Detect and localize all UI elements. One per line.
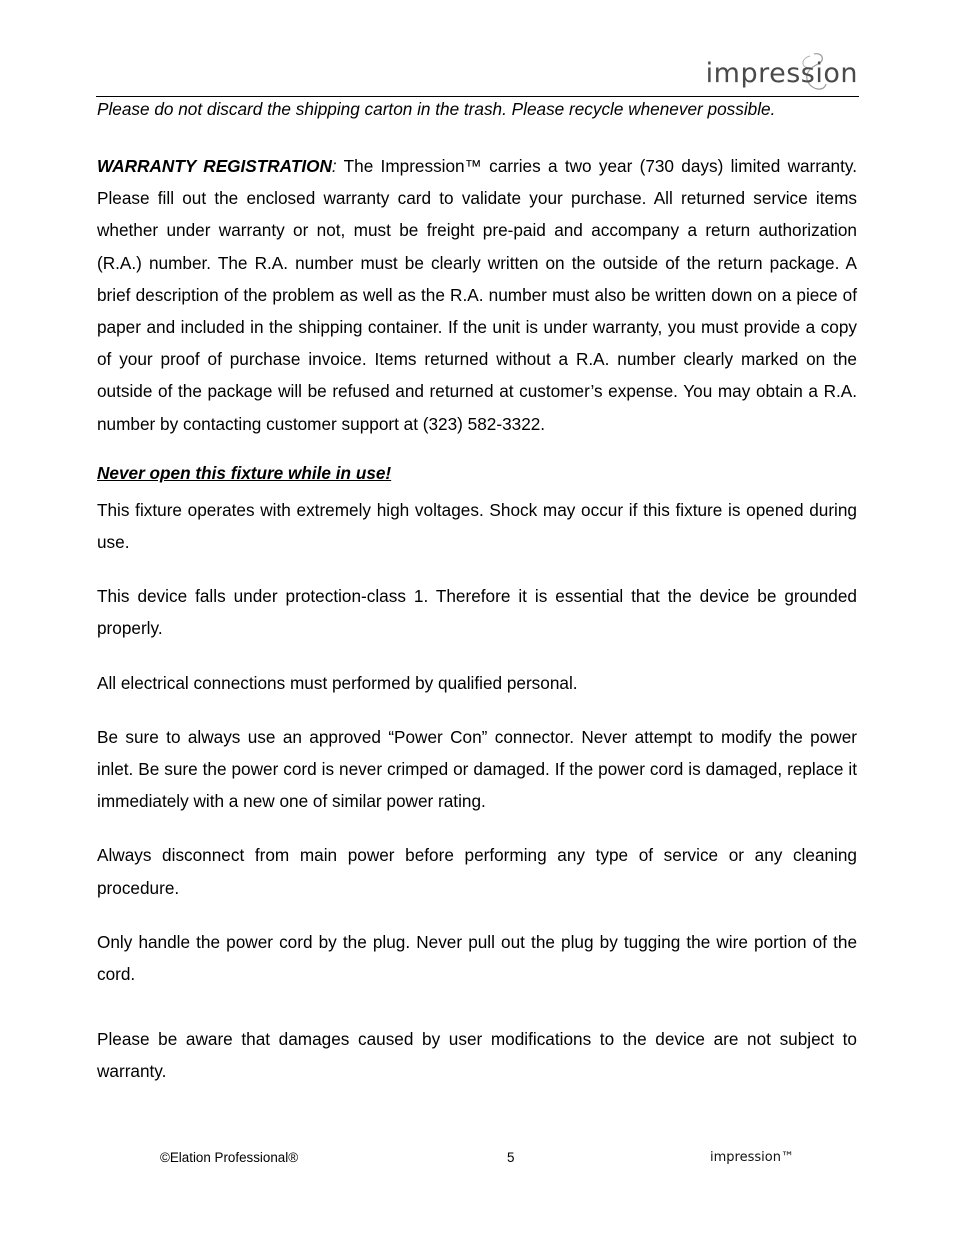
header-divider	[96, 96, 859, 97]
logo-wordmark: impression	[705, 58, 858, 89]
safety-paragraph: All electrical connections must performed by qualified personal.	[97, 672, 578, 693]
warranty-label: WARRANTY REGISTRATION	[97, 156, 332, 176]
footer-product-name: impression™	[710, 1150, 794, 1165]
body-content	[97, 98, 857, 1088]
recycle-note: Please do not discard the shipping carton in the trash. Please recycle whenever possible.	[97, 99, 776, 119]
safety-paragraph: This device falls under protection-class 1. Therefore it is essential that the device be grounded properly.	[97, 586, 857, 639]
safety-paragraph: Always disconnect from main power before performing any type of service or any cleaning procedure.	[97, 845, 857, 898]
footer-copyright: ©Elation Professional®	[160, 1150, 299, 1165]
safety-paragraph: Only handle the power cord by the plug. Never pull out the plug by tugging the wire portion of the cord.	[97, 931, 857, 985]
safety-paragraph: Please be aware that damages caused by user modifications to the device are not subject to warranty.	[97, 1029, 857, 1082]
warranty-paragraph	[97, 150, 857, 440]
warranty-colon: :	[331, 156, 337, 176]
safety-paragraph: This fixture operates with extremely high voltages. Shock may occur if this fixture is opened during use.	[97, 499, 857, 553]
impression-logo	[693, 50, 858, 98]
safety-paragraph: Be sure to always use an approved “Power Con” connector. Never attempt to modify the power inlet. Be sure the power cord is never crimped or damaged. If the power cord is damaged, replace it immediately with a new one of similar power rating.	[97, 726, 857, 812]
warranty-text: The Impression™ carries a two year (730 days) limited warranty. Please fill out the enclosed warranty card to validate your purchase. All returned service items whether under warranty or not, must be freight pre-paid and accompany a return authorization (R.A.) number. The R.A. number must be clearly written on the outside of the return package. A brief description of the problem as well as the R.A. number must also be written down on a piece of paper and included in the shipping container. If the unit is under warranty, you must provide a copy of your proof of purchase invoice. Items returned without a R.A. number clearly marked on the outside of the package will be refused and returned at customer’s expense. You may obtain a R.A. number by contacting customer support at (323) 582-3322.	[97, 156, 857, 434]
page-footer	[0, 1150, 954, 1170]
never-open-heading: Never open this fixture while in use!	[97, 462, 392, 483]
footer-page-number: 5	[507, 1150, 515, 1165]
